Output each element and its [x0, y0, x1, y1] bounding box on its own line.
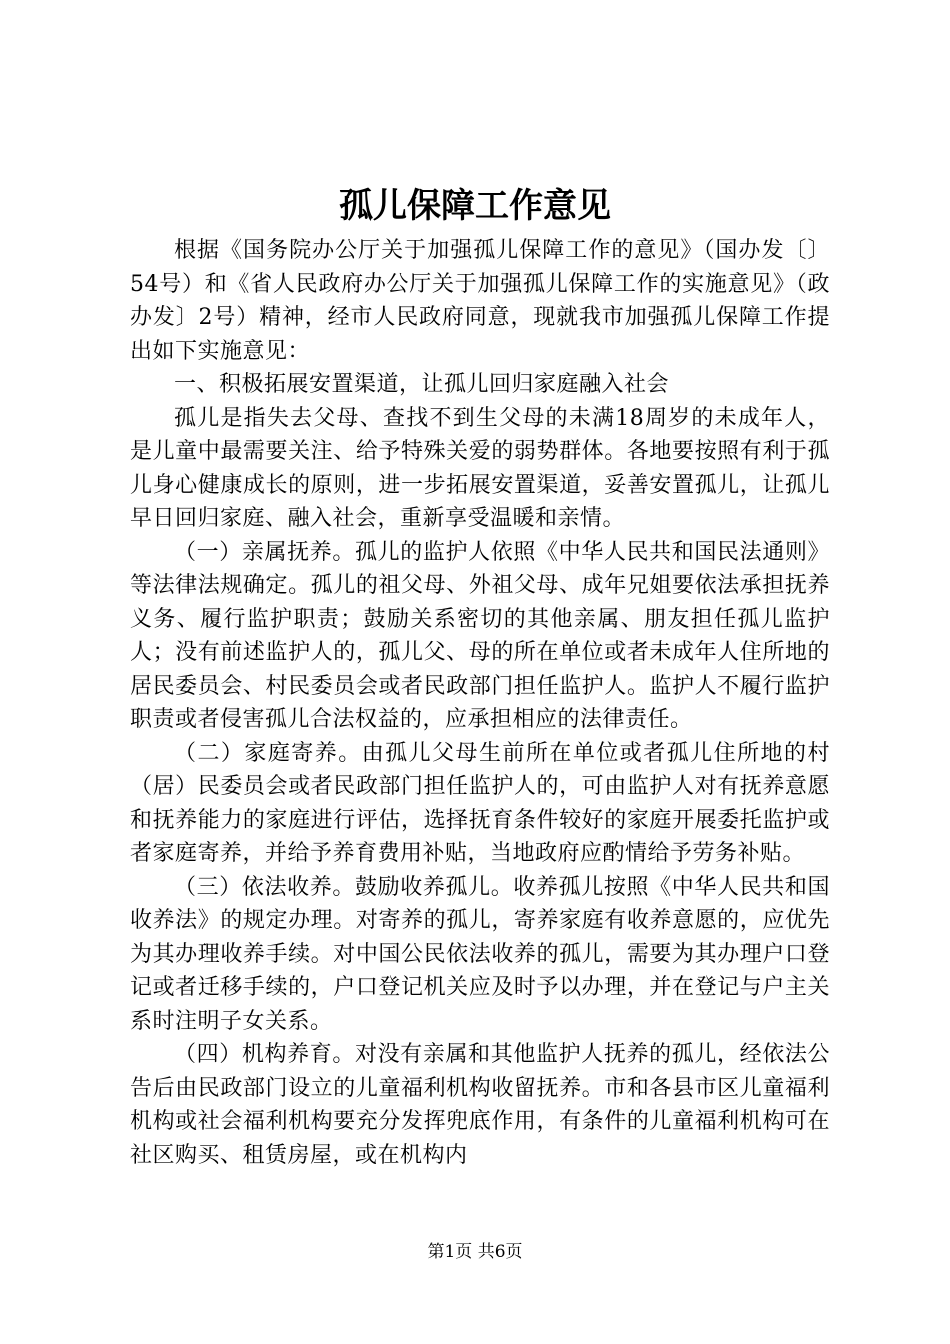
- paragraph-orphan-definition: 孤儿是指失去父母、查找不到生父母的未满18周岁的未成年人，是儿童中最需要关注、给予特殊关爱的弱势群体。各地要按照有利于孤儿身心健康成长的原则，进一步拓展安置渠道，妥善安置孤儿，让孤儿早日回归家庭、融入社会，重新享受温暖和亲情。: [130, 405, 830, 531]
- paragraph-relative-care: （一）亲属抚养。孤儿的监护人依照《中华人民共和国民法通则》等法律法规确定。孤儿的祖父母、外祖父母、成年兄姐要依法承担抚养义务、履行监护职责；鼓励关系密切的其他亲属、朋友担任孤儿监护人；没有前述监护人的，孤儿父、母的所在单位或者未成年人住所地的居民委员会、村民委员会或者民政部门担任监护人。监护人不履行监护职责或者侵害孤儿合法权益的，应承担相应的法律责任。: [130, 539, 830, 732]
- paragraph-foster-care: （二）家庭寄养。由孤儿父母生前所在单位或者孤儿住所地的村（居）民委员会或者民政部门担任监护人的，可由监护人对有抚养意愿和抚养能力的家庭进行评估，选择抚育条件较好的家庭开展委托监护或者家庭寄养，并给予养育费用补贴，当地政府应酌情给予劳务补贴。: [130, 740, 830, 866]
- page-footer: 第1页 共6页: [427, 1242, 523, 1262]
- intro-paragraph: 根据《国务院办公厅关于加强孤儿保障工作的意见》（国办发〔〕54号）和《省人民政府办公厅关于加强孤儿保障工作的实施意见》（政办发〕2号）精神，经市人民政府同意，现就我市加强孤儿保障工作提出如下实施意见：: [130, 238, 830, 364]
- document-body: [130, 234, 830, 1172]
- paragraph-adoption: （三）依法收养。鼓励收养孤儿。收养孤儿按照《中华人民共和国收养法》的规定办理。对寄养的孤儿，寄养家庭有收养意愿的，应优先为其办理收养手续。对中国公民依法收养的孤儿，需要为其办理户口登记或者迁移手续的，户口登记机关应及时予以办理，并在登记与户主关系时注明子女关系。: [130, 874, 830, 1034]
- section-heading: 一、积极拓展安置渠道，让孤儿回归家庭融入社会: [174, 372, 670, 397]
- paragraph-institutional-care: （四）机构养育。对没有亲属和其他监护人抚养的孤儿，经依法公告后由民政部门设立的儿童福利机构收留抚养。市和各县市区儿童福利机构或社会福利机构要充分发挥兜底作用，有条件的儿童福利机构可在社区购买、租赁房屋，或在机构内: [130, 1042, 830, 1168]
- document-title: 孤儿保障工作意见: [339, 186, 611, 226]
